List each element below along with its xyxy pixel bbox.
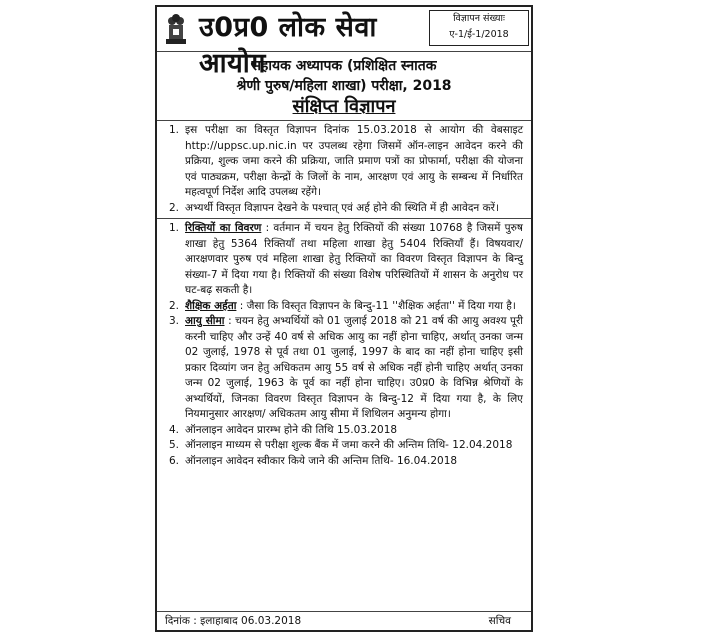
item-text bbox=[185, 454, 523, 470]
item-label: आयु सीमा bbox=[185, 315, 225, 327]
advertisement-notice bbox=[155, 5, 533, 632]
notice-footer bbox=[157, 611, 531, 630]
item-number: 2. bbox=[169, 299, 180, 312]
list-item bbox=[169, 438, 523, 454]
item-body: अभ्यर्थी विस्तृत विज्ञापन देखने के पश्चात् एवं अर्ह होने की स्थिति में ही आवेदन करें। bbox=[185, 201, 499, 214]
list-item bbox=[169, 221, 523, 299]
list-item bbox=[169, 423, 523, 439]
state-emblem-icon bbox=[163, 11, 189, 47]
list-item bbox=[169, 123, 523, 201]
list-item bbox=[169, 314, 523, 423]
item-number: 4. bbox=[169, 423, 180, 436]
item-text bbox=[185, 221, 523, 299]
commission-name: उ0प्र0 लोक सेवा आयोग bbox=[199, 12, 377, 79]
exam-title-line2: श्रेणी पुरुष/महिला शाखा) परीक्षा, 2018 bbox=[236, 78, 452, 94]
notice-subtitle: संक्षिप्त विज्ञापन bbox=[292, 96, 396, 117]
item-number: 6. bbox=[169, 454, 180, 467]
item-text bbox=[185, 201, 523, 217]
item-text bbox=[185, 423, 523, 439]
item-number: 3. bbox=[169, 315, 180, 327]
item-text bbox=[185, 314, 523, 423]
item-label: शैक्षिक अर्हता bbox=[185, 299, 237, 312]
exam-title-line1: सहायक अध्यापक (प्रशिक्षित स्नातक bbox=[251, 58, 437, 74]
item-text bbox=[185, 299, 523, 315]
list-item bbox=[169, 201, 523, 217]
item-text bbox=[185, 438, 523, 454]
list-item bbox=[169, 454, 523, 470]
item-body: : जैसा कि विस्तृत विज्ञापन के बिन्दु-11 ''शैक्षिक अर्हता'' में दिया गया है। bbox=[236, 299, 516, 312]
item-text bbox=[185, 123, 523, 201]
item-number: 1. bbox=[169, 222, 180, 234]
item-body: : वर्तमान में चयन हेतु रिक्तियों की संख्या 10768 है जिसमें पुरुष शाखा हेतु 5364 रिक्तियाँ तथा महिला शाखा हेतु 5404 रिक्तियाँ हैं। विषयवार/आरक्षणवार पुरुष एवं महिला शाखा हेतु रिक्तियों का विवरण विस्तृत विज्ञापन के बिन्दु संख्या-7 में दिया गया है। रिक्तियों की संख्या विशेष परिस्थितियों में शासन के अनुरोध पर घट-बढ़ सकती है। bbox=[185, 222, 523, 296]
item-number: 1. bbox=[169, 124, 180, 136]
item-label: रिक्तियों का विवरण bbox=[185, 222, 262, 234]
details-section bbox=[157, 218, 531, 471]
advertisement-number-box bbox=[429, 10, 529, 46]
item-number: 5. bbox=[169, 439, 180, 451]
item-body: ऑनलाइन आवेदन प्रारम्भ होने की तिथि 15.03.2018 bbox=[185, 423, 398, 436]
item-body: : चयन हेतु अभ्यर्थियों को 01 जुलाई 2018 को 21 वर्ष की आयु अवश्य पूरी करनी चाहिए और उन्हें 40 वर्ष से अधिक आयु का नहीं होना चाहिए, अर्थात् उनका जन्म 02 जुलाई, 1978 से पूर्व तथा 01 जुलाई, 1997 के बाद का नहीं होना चाहिए इसी प्रकार दिव्यांग जन हेतु अधिकतम आयु 55 वर्ष से अधिक नहीं होनी चाहिए अर्थात् उनका जन्म 02 जुलाई, 1963 के पूर्व का नहीं होना चाहिए। उ0प्र0 के विभिन्न श्रेणियों के अभ्यर्थियों, जिनका विवरण विस्तृत विज्ञापन के बिन्दु-12 में दिया गया है, के लिए नियमानुसार आरक्षण/ अधिकतम आयु सीमा में शिथिलन अनुमन्य होगा। bbox=[185, 315, 523, 420]
signatory: सचिव bbox=[488, 615, 511, 627]
item-body: ऑनलाइन आवेदन स्वीकार किये जाने की अन्तिम तिथि- 16.04.2018 bbox=[185, 454, 458, 467]
advt-number: ए-1/ई-1/2018 bbox=[449, 29, 509, 40]
item-body: ऑनलाइन माध्यम से परीक्षा शुल्क बैंक में जमा करने की अन्तिम तिथि- 12.04.2018 bbox=[185, 439, 513, 451]
item-number: 2. bbox=[169, 201, 180, 214]
item-body: इस परीक्षा का विस्तृत विज्ञापन दिनांक 15.03.2018 से आयोग की वेबसाइट http://uppsc.up.nic.in पर उपलब्ध रहेगा जिसमें ऑन-लाइन आवेदन करने की प्रक्रिया, शुल्क जमा करने की प्रक्रिया, जाति प्रमाण पत्रों का प्रोफार्मा, परीक्षा की योजना एवं पाठ्यक्रम, परीक्षा केन्द्रों के जिलों के नाम, आरक्षण एवं आयु के सम्बन्ध में निर्धारित महत्वपूर्ण निर्देश आदि उपलब्ध रहेंगे। bbox=[185, 124, 523, 198]
list-item bbox=[169, 299, 523, 315]
advt-label: विज्ञापन संख्याः bbox=[453, 13, 505, 24]
issue-date: दिनांक : इलाहाबाद 06.03.2018 bbox=[165, 615, 302, 627]
general-instructions-section bbox=[157, 120, 531, 218]
